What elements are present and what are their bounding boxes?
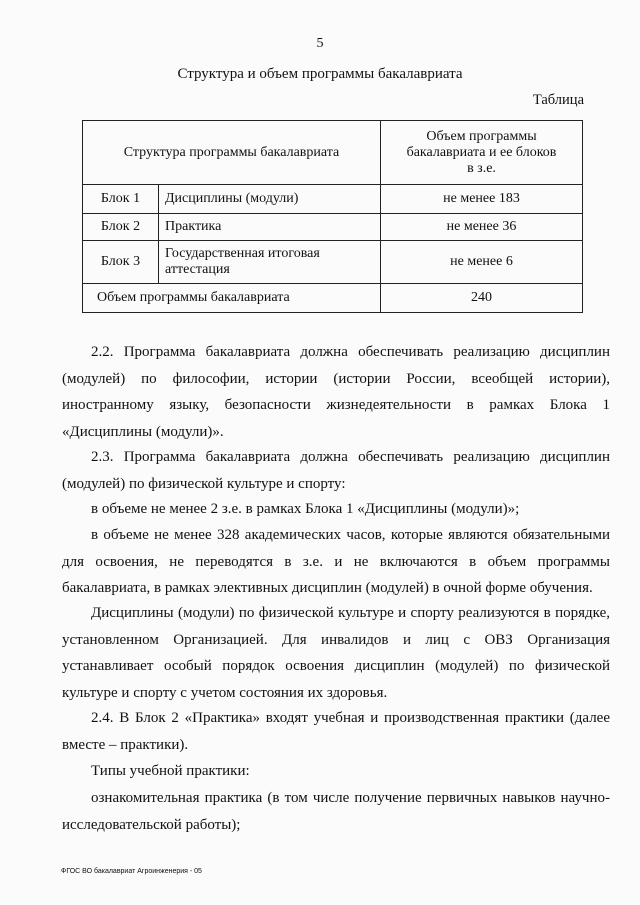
table-header-row — [83, 121, 583, 185]
table-total-row — [83, 284, 583, 313]
paragraph-2-4: 2.4. В Блок 2 «Практика» входят учебная и производственная практики (далее вместе – практики). — [62, 710, 610, 753]
block-value-cell: не менее 183 — [381, 185, 583, 214]
block-value-cell: не менее 6 — [381, 241, 583, 284]
block-name-text: Государственная итоговая аттестация — [165, 246, 320, 277]
total-label-cell: Объем программы бакалавриата — [83, 284, 381, 313]
block-name-cell: Практика — [159, 214, 381, 241]
table-row — [83, 241, 583, 284]
header-volume — [381, 121, 583, 185]
table-label: Таблица — [532, 92, 584, 108]
block-cell: Блок 2 — [83, 214, 159, 241]
table-row — [83, 214, 583, 241]
block-cell: Блок 3 — [83, 241, 159, 284]
block-value-cell: не менее 36 — [381, 214, 583, 241]
block-name-cell: Дисциплины (модули) — [159, 185, 381, 214]
program-structure-table — [82, 120, 583, 313]
block-name-cell — [159, 241, 381, 284]
total-value-cell: 240 — [381, 284, 583, 313]
paragraph-pe-hours: в объеме не менее 328 академических часов, которые являются обязательными для освоения, не переводятся в з.е. и не включаются в объем программы бакалавриата, в рамках элективных дисциплин (модулей) в очной форме обучения. — [62, 527, 610, 596]
paragraph-2-2: 2.2. Программа бакалавриата должна обеспечивать реализацию дисциплин (модулей) по философии, истории (истории России, всеобщей истории), иностранному языку, безопасности жизнедеятельности в рамках Блока 1 «Дисциплины (модули)». — [62, 344, 610, 440]
paragraph-2-3: 2.3. Программа бакалавриата должна обеспечивать реализацию дисциплин (модулей) по физической культуре и спорту: — [62, 449, 610, 492]
document-title: Структура и объем программы бакалавриата — [177, 66, 463, 82]
page-footer: ФГОС ВО бакалавриат Агроинженерия - 05 — [61, 868, 202, 875]
paragraph-pe-credits: в объеме не менее 2 з.е. в рамках Блока 1 «Дисциплины (модули)»; — [91, 501, 520, 517]
table-row — [83, 185, 583, 214]
block-cell: Блок 1 — [83, 185, 159, 214]
page-number: 5 — [316, 36, 324, 51]
paragraph-practice-types: Типы учебной практики: — [91, 763, 250, 779]
paragraph-pe-order: Дисциплины (модули) по физической культуре и спорту реализуются в порядке, установленном Организацией. Для инвалидов и лиц с ОВЗ Организация устанавливает особый порядок освоения дисциплин (модулей) по физической культуре и спорту с учетом состояния их здоровья. — [62, 605, 610, 701]
header-structure: Структура программы бакалавриата — [83, 121, 381, 185]
paragraph-intro-practice: ознакомительная практика (в том числе получение первичных навыков научно-исследовательской работы); — [62, 790, 610, 833]
header-volume-text: Объем программы бакалавриата и ее блоков в з.е. — [406, 128, 557, 176]
